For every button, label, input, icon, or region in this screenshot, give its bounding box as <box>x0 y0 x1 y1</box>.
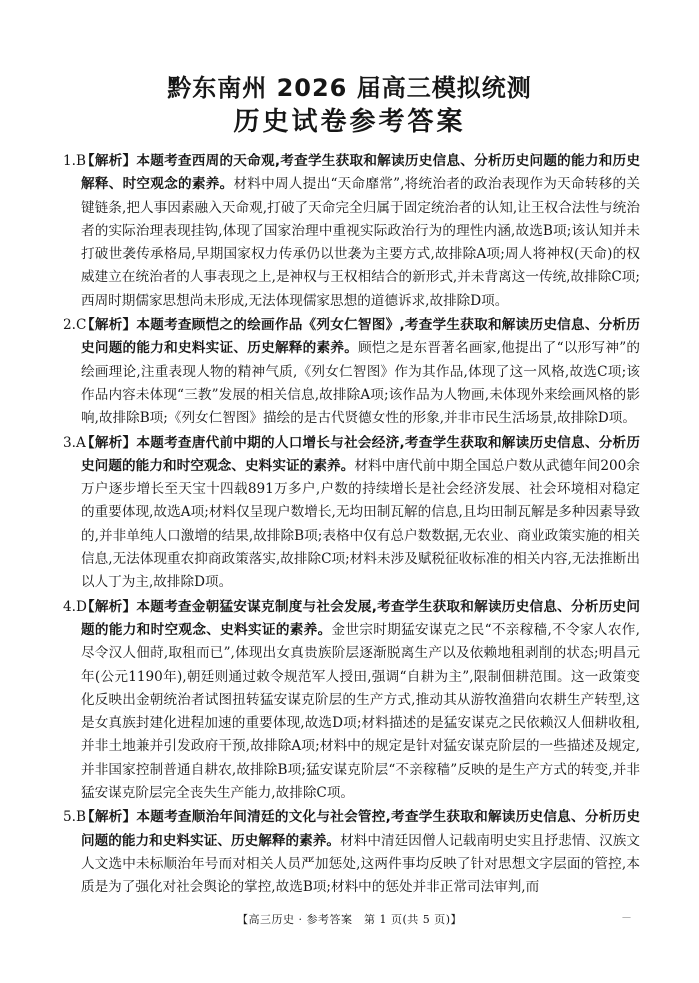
analysis-lead: 本题考查金朝猛安谋克制度与社会发展,考查学生获取和解读历史信息、分析历史问题的能力和时空观念、史料实证的素养。 <box>81 598 640 638</box>
analysis-body: 材料中清廷因僧人记载南明史实且抒悲情、汉族文人文选中未标顺治年号而对相关人员严加惩处,这两件事均反映了针对思想文字层面的管控,本质是为了强化对社会舆论的掌控,故选B项;材料中的惩处并非正常司法审判,而 <box>81 832 641 896</box>
analysis-body: 顾恺之是东晋著名画家,他提出了“以形写神”的绘画理论,注重表现人物的精神气质,《列女仁智图》作为其作品,体现了这一风格,故选C项;该作品内容未体现“三教”发展的相关信息,故排除A项;该作品为人物画,未体现外来绘画风格的影响,故排除B项;《列女仁智图》描绘的是古代贤德女性的形象,并非市民生活场景,故排除D项。 <box>81 340 641 427</box>
analysis-lead: 本题考查顾恺之的绘画作品《列女仁智图》,考查学生获取和解读历史信息、分析历史问题的能力和史料实证、历史解释的素养。 <box>81 317 640 357</box>
analysis-body: 金世宗时期猛安谋克之民“不亲稼穑,不令家人农作,尽令汉人佃莳,取租而已”,体现出女真贵族阶层逐渐脱离生产以及依赖地租剥削的状态;明昌元年(公元1190年),朝廷则通过敕令规范军人授田,强调“自耕为主”,限制佃耕范围。这一政策变化反映出金朝统治者试图扭转猛安谋克阶层的生产方式,推动其从游牧渔猎向农耕生产转型,这是女真族封建化进程加速的重要体现,故选D项;材料描述的是猛安谋克之民依赖汉人佃耕收租,并非土地兼并引发政府干预,故排除A项;材料中的规定是针对猛安谋克阶层的一些描述及规定,并非国家控制普通自耕农,故排除B项;猛安谋克阶层“不亲稼穑”反映的是生产方式的转变,并非猛安谋克阶层完全丧失生产能力,故排除C项。 <box>81 621 641 802</box>
footer-mark: — <box>622 913 631 923</box>
analysis-tag: 【解析】 <box>81 809 137 826</box>
analysis-tag: 【解析】 <box>81 153 137 169</box>
analysis-lead: 本题考查顺治年间清廷的文化与社会管控,考查学生获取和解读历史信息、分析历史问题的能力和史料实证、历史解释的素养。 <box>81 809 640 849</box>
answer-number: 3.A <box>63 434 86 451</box>
analysis-body: 材料中周人提出“天命靡常”,将统治者的政治表现作为天命转移的关键链条,把人事因素融入天命观,打破了天命完全归属于固定统治者的认知,让王权合法性与统治者的实际治理表现挂钩,体现了国家治理中重视实际政治行为的理性内涵,故选B项;该认知并未打破世袭传承格局,早期国家权力传承仍以世袭为主要方式,故排除A项;周人将神权(天命)的权威建立在统治者的人事表现之上,是神权与王权相结合的新形式,并未背离这一传统,故排除C项;西周时期儒家思想尚未形成,无法体现儒家思想的道德诉求,故排除D项。 <box>81 176 640 309</box>
answer-item-5 <box>58 806 640 899</box>
answer-number: 1.B <box>63 153 86 169</box>
analysis-body: 材料中唐代前中期全国总户数从武德年间200余万户逐步增长至天宝十四载891万多户,户数的持续增长是社会经济发展、社会环境相对稳定的重要体现,故选A项;材料仅呈现户数增长,无均田制瓦解的信息,且均田制瓦解是多种因素导致的,并非单纯人口激增的结果,故排除B项;表格中仅有总户数数据,无农业、商业政策实施的相关信息,无法体现重农抑商政策落实,故排除C项;材料未涉及赋税征收标准的相关内容,无法推断出以人丁为主,故排除D项。 <box>81 457 640 591</box>
analysis-tag: 【解析】 <box>81 598 137 615</box>
answer-item-2 <box>58 314 640 430</box>
document-title: 黔东南州 2026 届高三模拟统测 <box>167 74 532 102</box>
answer-item-3 <box>58 432 640 595</box>
analysis-tag: 【解析】 <box>81 317 137 334</box>
answer-number: 2.C <box>63 317 87 334</box>
answer-item-1 <box>58 150 640 313</box>
document-subtitle: 历史试卷参考答案 <box>233 107 466 137</box>
page-footer: 【高三历史 · 参考答案 第 1 页(共 5 页)】 <box>236 913 463 926</box>
answer-number: 5.B <box>63 809 86 826</box>
answer-item-4 <box>58 596 640 806</box>
analysis-lead: 本题考查西周的天命观,考查学生获取和解读历史信息、分析历史问题的能力和历史解释、时空观念的素养。 <box>81 153 640 193</box>
answer-list <box>58 150 640 901</box>
answer-number: 4.D <box>63 598 87 615</box>
analysis-tag: 【解析】 <box>81 434 137 451</box>
analysis-lead: 本题考查唐代前中期的人口增长与社会经济,考查学生获取和解读历史信息、分析历史问题的能力和时空观念、史料实证的素养。 <box>81 434 640 474</box>
